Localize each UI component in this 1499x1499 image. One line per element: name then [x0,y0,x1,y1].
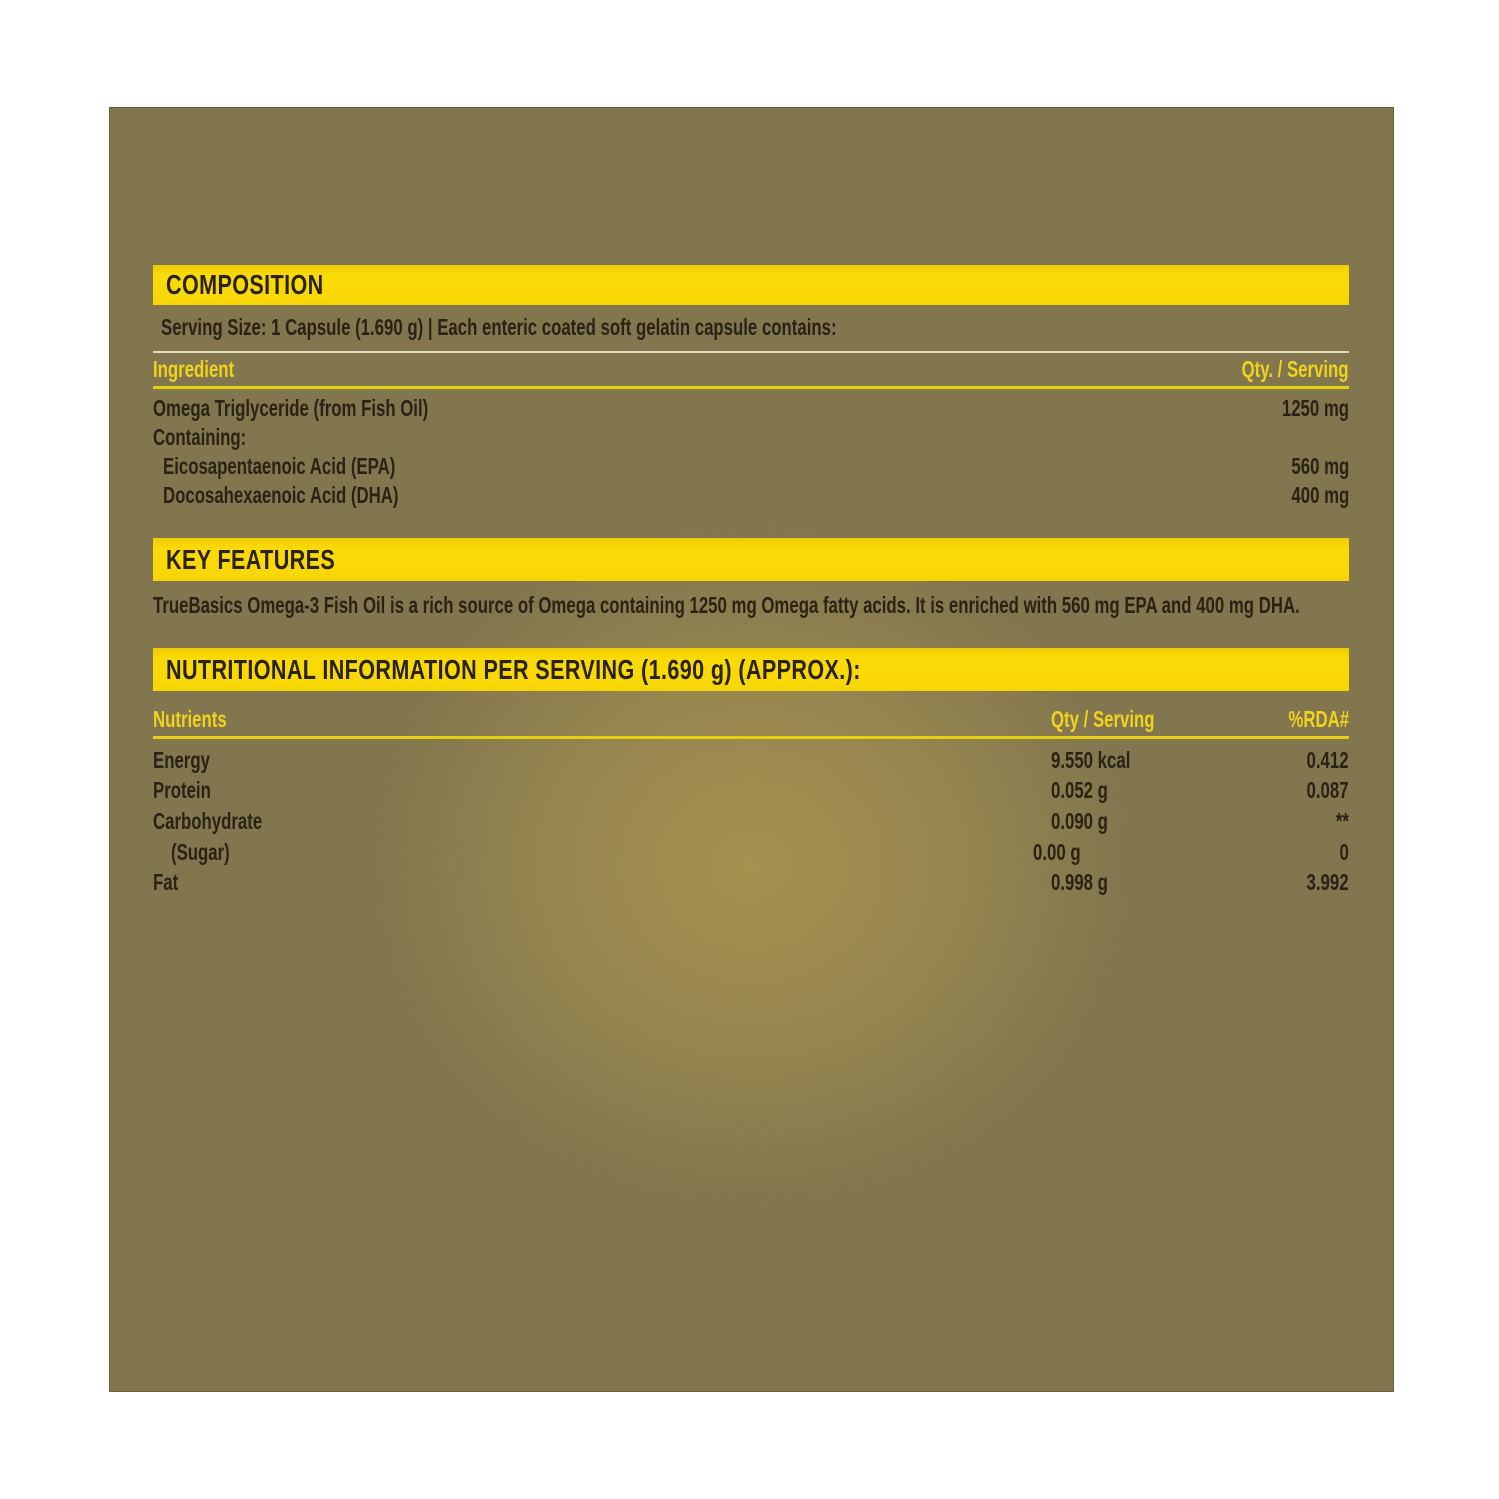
table-row [153,423,1349,451]
table-row [153,481,1349,509]
nutrient-qty: 0.00 g [1033,839,1081,865]
table-row [153,838,1349,866]
label-content [153,108,1349,1391]
key-features-heading: KEY FEATURES [166,543,336,575]
nutrition-heading: NUTRITIONAL INFORMATION PER SERVING (1.690 g) (APPROX.): [166,653,861,685]
table-row [153,807,1349,835]
ingredient-name: Docosahexaenoic Acid (DHA) [163,482,399,508]
column-header-nutrients: Nutrients [153,706,227,732]
ingredient-name: Containing: [153,424,247,450]
nutrient-qty: 0.090 g [1051,808,1108,834]
table-row [153,394,1349,422]
composition-heading: COMPOSITION [166,269,324,300]
composition-section-header [153,265,1349,305]
serving-size-text: Serving Size: 1 Capsule (1.690 g) | Each enteric coated soft gelatin capsule contains: [161,314,837,340]
nutrient-rda: 0.087 [1306,777,1349,803]
divider-line [153,386,1349,389]
nutrition-section-header [153,648,1349,691]
nutrient-rda: ** [1335,808,1349,834]
nutrient-qty: 0.052 g [1051,777,1108,803]
key-features-text-row [153,590,1349,620]
nutrient-qty: 9.550 kcal [1051,747,1131,773]
nutrient-qty: 0.998 g [1051,869,1108,895]
column-header-rda: %RDA# [1288,706,1349,732]
table-row [153,776,1349,804]
ingredient-name: Omega Triglyceride (from Fish Oil) [153,395,429,421]
table-row [153,746,1349,774]
table-row [153,452,1349,480]
ingredient-qty: 1250 mg [1281,395,1349,421]
ingredient-qty: 400 mg [1291,482,1349,508]
nutrient-rda: 3.992 [1306,869,1349,895]
column-header-qty-serving: Qty. / Serving [1242,356,1349,382]
column-header-ingredient: Ingredient [153,356,235,382]
column-header-qty: Qty / Serving [1051,706,1155,732]
ingredient-name: Eicosapentaenoic Acid (EPA) [163,453,396,479]
ingredient-table-header [153,354,1349,384]
product-label-panel [109,107,1394,1392]
nutrient-name: Fat [153,869,179,895]
serving-size-line [153,313,1349,341]
nutrient-name: (Sugar) [171,839,230,865]
nutrient-name: Protein [153,777,211,803]
divider-line [153,351,1349,353]
nutrient-rda: 0.412 [1306,747,1349,773]
nutrition-table-header [153,704,1349,734]
divider-line [153,736,1349,739]
table-row [153,868,1349,896]
nutrient-name: Carbohydrate [153,808,263,834]
ingredient-qty: 560 mg [1291,453,1349,479]
nutrient-rda: 0 [1339,839,1349,865]
key-features-text: TrueBasics Omega-3 Fish Oil is a rich source of Omega containing 1250 mg Omega fatty acids. It is enriched with 560 mg EPA and 400 mg DHA. [153,592,1300,618]
key-features-section-header [153,538,1349,581]
nutrient-name: Energy [153,747,210,773]
